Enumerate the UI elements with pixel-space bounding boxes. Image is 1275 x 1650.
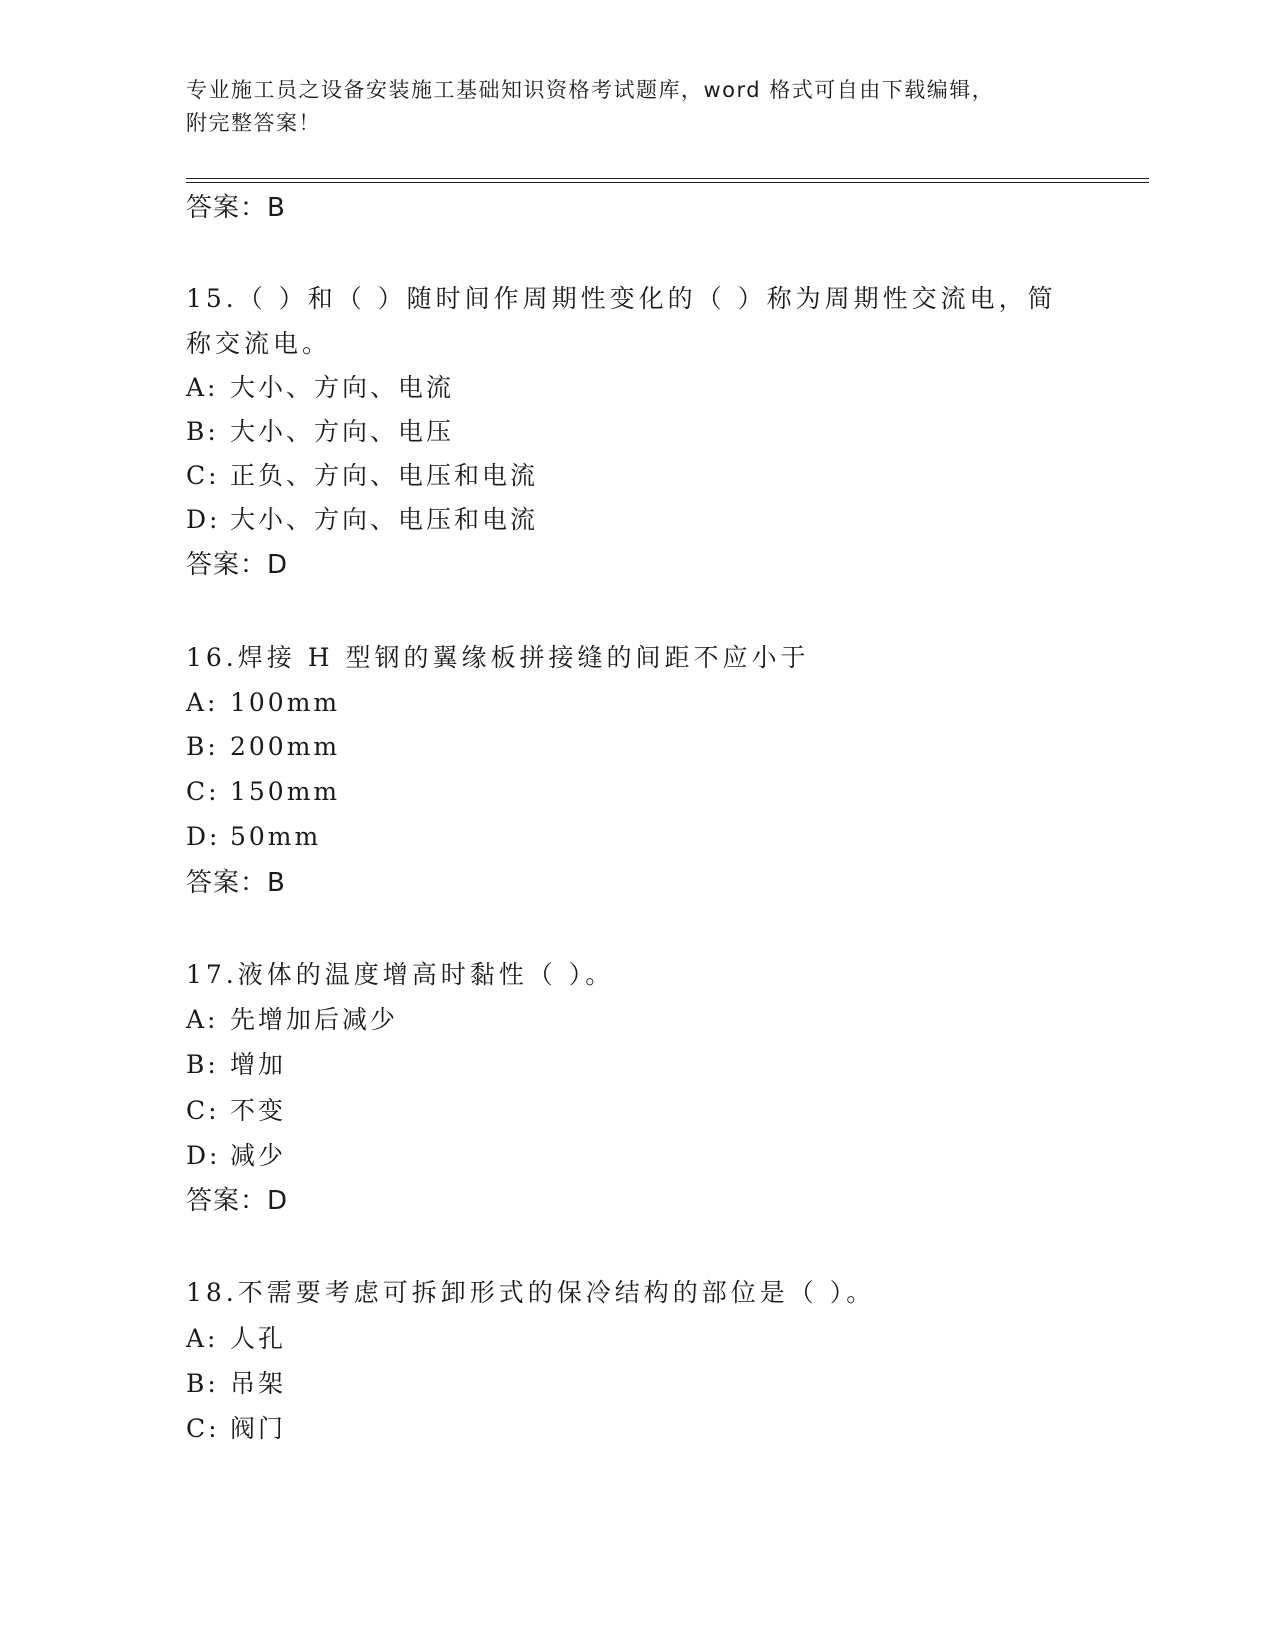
option-text: 吊架 <box>230 1369 287 1398</box>
question-15-line-1: 15.（ ）和（ ）随时间作周期性变化的（ ）称为周期性交流电，简 <box>186 284 1057 313</box>
option-text: 200mm <box>230 732 341 761</box>
option-text: 增加 <box>230 1050 287 1079</box>
option-text: 150mm <box>230 777 341 806</box>
option-text: 正负、方向、电压和电流 <box>230 461 539 490</box>
header-line-2: 附完整答案！ <box>186 111 321 135</box>
question-17-option-c <box>186 1093 286 1129</box>
option-label: D: <box>186 1141 221 1170</box>
question-15-option-b <box>186 414 454 450</box>
question-18-option-b <box>186 1366 286 1402</box>
option-text: 大小、方向、电压 <box>230 417 455 446</box>
option-label: A: <box>186 373 219 402</box>
question-18-option-a <box>186 1321 286 1357</box>
question-17-option-b <box>186 1047 286 1083</box>
option-label: A: <box>186 1005 219 1034</box>
option-text: 减少 <box>230 1141 287 1170</box>
header-line-1: 专业施工员之设备安装施工基础知识资格考试题库，word 格式可自由下载编辑， <box>186 78 995 102</box>
option-label: C: <box>186 1414 220 1443</box>
question-16: 16.焊接 H 型钢的翼缘板拼接缝的间距不应小于 <box>186 643 810 672</box>
question-17-option-d <box>186 1138 286 1174</box>
option-label: C: <box>186 1096 220 1125</box>
option-label: B: <box>186 1369 219 1398</box>
question-15-option-d <box>186 502 538 538</box>
question-16-option-b <box>186 729 340 765</box>
option-label: A: <box>186 688 219 717</box>
answer-16: 答案：B <box>186 868 286 898</box>
option-label: A: <box>186 1324 219 1353</box>
answer-14: 答案：B <box>186 193 286 223</box>
option-label: C: <box>186 777 220 806</box>
option-label: B: <box>186 1050 219 1079</box>
option-label: C: <box>186 461 220 490</box>
option-label: D: <box>186 505 221 534</box>
option-text: 50mm <box>230 822 322 851</box>
question-18: 18.不需要考虑可拆卸形式的保冷结构的部位是（ ）。 <box>186 1278 876 1307</box>
header-divider-bottom <box>186 182 1149 183</box>
option-text: 大小、方向、电压和电流 <box>230 505 539 534</box>
question-17-option-a <box>186 1002 398 1038</box>
question-16-option-c <box>186 774 340 810</box>
question-15-option-c <box>186 458 538 494</box>
option-text: 大小、方向、电流 <box>230 373 455 402</box>
question-15-option-a <box>186 370 454 406</box>
option-text: 100mm <box>230 688 341 717</box>
option-text: 先增加后减少 <box>230 1005 399 1034</box>
answer-17: 答案：D <box>186 1186 289 1216</box>
question-16-option-a <box>186 685 340 721</box>
question-18-option-c <box>186 1411 286 1447</box>
answer-15: 答案：D <box>186 550 289 580</box>
option-label: B: <box>186 417 219 446</box>
question-16-option-d <box>186 819 321 855</box>
option-label: B: <box>186 732 219 761</box>
option-label: D: <box>186 822 221 851</box>
option-text: 不变 <box>230 1096 287 1125</box>
option-text: 人孔 <box>230 1324 287 1353</box>
document-header <box>186 74 1066 140</box>
header-divider-top <box>186 178 1149 179</box>
question-17: 17.液体的温度增高时黏性（ ）。 <box>186 960 615 989</box>
question-15-line-2: 称交流电。 <box>186 329 332 358</box>
option-text: 阀门 <box>230 1414 287 1443</box>
